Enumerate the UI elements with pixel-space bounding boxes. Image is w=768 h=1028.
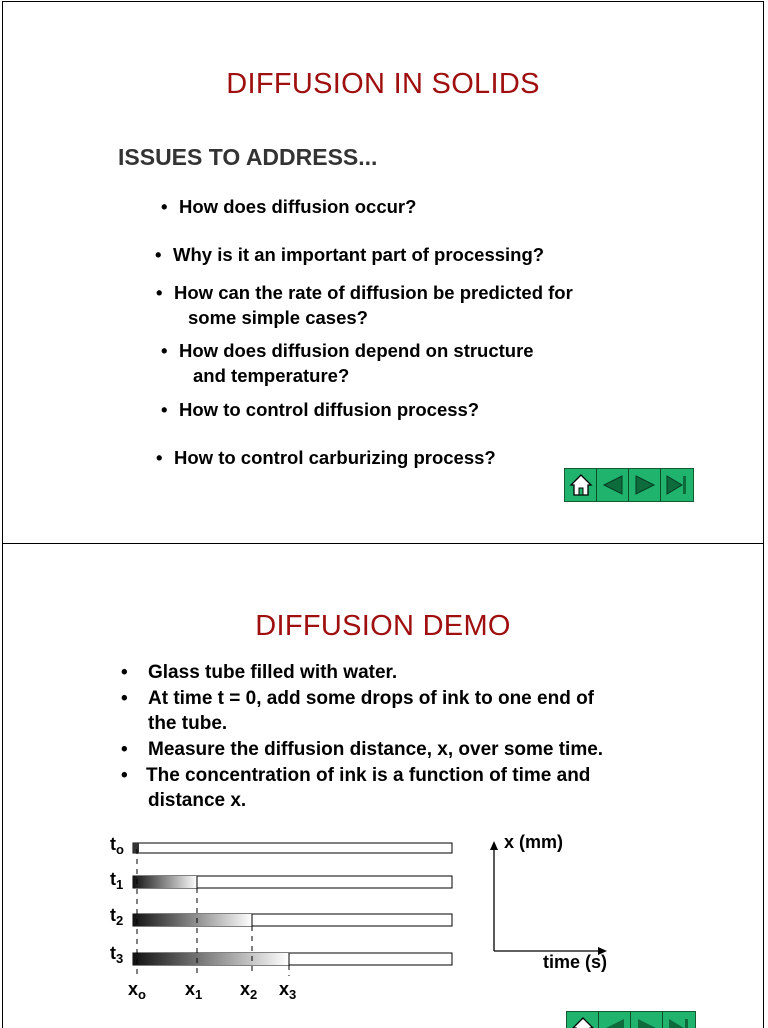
next-icon xyxy=(634,1015,660,1028)
list-item: • Measure the diffusion distance, x, over some time. xyxy=(121,739,604,760)
previous-icon xyxy=(600,472,626,498)
list-item: • How to control diffusion process? xyxy=(161,399,480,420)
y-axis-label: x (mm) xyxy=(504,832,564,852)
ink-t0 xyxy=(133,843,139,853)
previous-icon xyxy=(602,1015,628,1028)
last-button[interactable] xyxy=(661,469,693,501)
home-button[interactable] xyxy=(565,469,597,501)
list-item: • Why is it an important part of processing? xyxy=(155,244,545,265)
ink-t2 xyxy=(133,914,252,926)
subheading: ISSUES TO ADDRESS... xyxy=(118,144,378,170)
next-button[interactable] xyxy=(629,469,661,501)
list-item: • How does diffusion occur? xyxy=(161,196,417,217)
time-label-3: $t_3$ xyxy=(110,943,124,966)
x-axis-label: time (s) xyxy=(543,952,608,972)
list-item: • Glass tube filled with water. xyxy=(121,662,398,683)
last-icon xyxy=(664,472,690,498)
position-label-1: $x_1$ xyxy=(185,979,203,1002)
previous-button[interactable] xyxy=(597,469,629,501)
home-icon xyxy=(568,472,594,498)
list-item: • How to control carburizing process? xyxy=(156,447,496,468)
slide-navigation xyxy=(564,468,694,502)
previous-button[interactable] xyxy=(599,1012,631,1028)
position-label-0: $x_o$ xyxy=(128,979,146,1002)
slide-diffusion-in-solids xyxy=(2,1,764,544)
list-item: • The concentration of ink is a function of time and distance x. xyxy=(121,765,591,811)
ink-t1 xyxy=(133,876,197,888)
list-item: • How does diffusion depend on structure and temperature? xyxy=(161,340,534,386)
list-item: • How can the rate of diffusion be predicted for some simple cases? xyxy=(156,282,573,328)
time-label-0: $t_o$ xyxy=(110,834,124,857)
ink-t3 xyxy=(133,953,289,965)
slide-diffusion-demo xyxy=(2,543,764,1028)
time-label-2: $t_2$ xyxy=(110,905,124,928)
diffusion-tubes-diagram xyxy=(3,544,763,1028)
position-label-3: $x_3$ xyxy=(279,979,297,1002)
next-icon xyxy=(632,472,658,498)
slide-navigation xyxy=(566,1011,696,1028)
slide-title: DIFFUSION IN SOLIDS xyxy=(226,68,540,100)
home-button[interactable] xyxy=(567,1012,599,1028)
time-label-1: $t_1$ xyxy=(110,869,124,892)
tube-t0 xyxy=(133,843,452,853)
home-icon xyxy=(570,1015,596,1028)
position-label-2: $x_2$ xyxy=(240,979,258,1002)
slide-title: DIFFUSION DEMO xyxy=(255,610,511,642)
last-icon xyxy=(666,1015,692,1028)
next-button[interactable] xyxy=(631,1012,663,1028)
last-button[interactable] xyxy=(663,1012,695,1028)
list-item: • At time t = 0, add some drops of ink to one end of the tube. xyxy=(121,688,595,734)
